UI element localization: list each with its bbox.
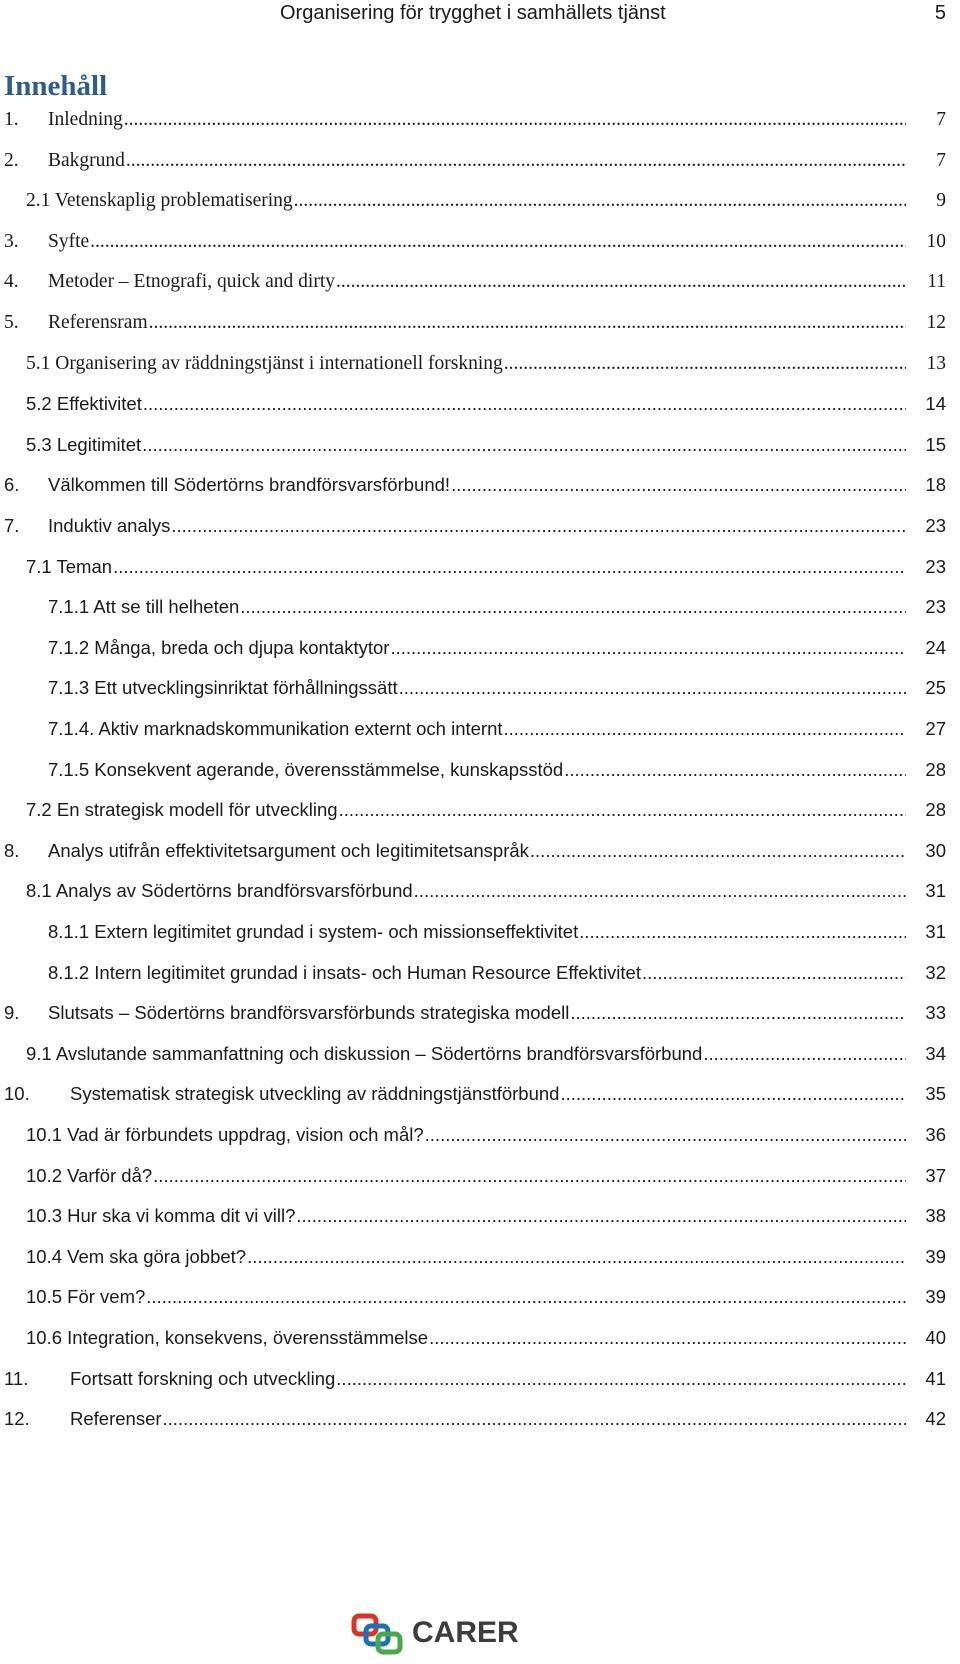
toc-entry[interactable] xyxy=(0,308,960,338)
toc-entry-page: 23 xyxy=(925,555,946,577)
toc-entry-title: 10.4 Vem ska göra jobbet? xyxy=(26,1245,247,1267)
toc-entry[interactable] xyxy=(0,430,960,460)
toc-entry-number: 3. xyxy=(4,230,19,252)
toc-leader-dots xyxy=(296,1201,906,1231)
toc-entry-title: 7.1.2 Många, breda och djupa kontaktytor xyxy=(48,636,390,658)
toc-entry-page: 25 xyxy=(925,677,946,699)
toc-entry-page: 18 xyxy=(925,474,946,496)
toc-leader-dots xyxy=(171,511,906,541)
toc-leader-dots xyxy=(113,552,906,582)
toc-entry-number: 5. xyxy=(4,312,19,333)
toc-entry[interactable] xyxy=(0,146,960,176)
toc-entry-page: 7 xyxy=(936,109,946,130)
toc-leader-dots xyxy=(126,146,906,176)
toc-entry-number: 2. xyxy=(4,149,19,171)
toc-entry-title: Induktiv analys xyxy=(48,515,171,536)
toc-entry-title: Fortsatt forskning och utveckling xyxy=(70,1367,336,1389)
toc-entry-page: 31 xyxy=(925,880,946,902)
toc-entry-number: 8. xyxy=(4,839,20,861)
toc-entry-title: 5.2 Effektivitet xyxy=(26,393,142,415)
toc-entry-page: 34 xyxy=(925,1042,946,1064)
toc-entry-page: 37 xyxy=(925,1164,946,1186)
toc-entry-page: 28 xyxy=(925,799,946,821)
toc-entry[interactable] xyxy=(0,917,960,947)
toc-leader-dots xyxy=(146,1282,906,1312)
toc-entry-page: 31 xyxy=(925,921,946,942)
toc-leader-dots xyxy=(579,917,906,947)
toc-entry-title: Referenser xyxy=(70,1408,162,1430)
toc-entry[interactable] xyxy=(0,1282,960,1312)
toc-leader-dots xyxy=(124,105,906,135)
carer-logo-icon xyxy=(350,1610,410,1656)
toc-entry-page: 23 xyxy=(925,596,946,618)
toc-entry[interactable] xyxy=(0,186,960,216)
page-header xyxy=(0,0,960,30)
toc-entry-title: Inledning xyxy=(48,109,123,130)
toc-leader-dots xyxy=(504,714,907,744)
logo-wordmark: CARER xyxy=(412,1616,519,1649)
toc-entry-title: 7.1 Teman xyxy=(26,555,113,577)
toc-entry[interactable] xyxy=(0,876,960,906)
toc-entry-title: Syfte xyxy=(48,230,90,252)
toc-leader-dots xyxy=(339,795,906,825)
toc-entry-page: 15 xyxy=(925,433,946,455)
toc-entry-title: 10.5 För vem? xyxy=(26,1286,146,1308)
toc-entry-page: 28 xyxy=(925,758,946,780)
toc-entry-title: 9.1 Avslutande sammanfattning och diskussion – Södertörns brandförsvarsförbund xyxy=(26,1042,703,1064)
toc-leader-dots xyxy=(570,998,906,1028)
toc-entry-page: 39 xyxy=(925,1286,946,1308)
toc-entry-title: 7.1.1 Att se till helheten xyxy=(48,596,240,618)
toc-entry[interactable] xyxy=(0,105,960,135)
toc-entry[interactable] xyxy=(0,1404,960,1434)
toc-entry-title: 8.1.1 Extern legitimitet grundad i system- och missionseffektivitet xyxy=(48,921,579,942)
toc-entry-title: 10.1 Vad är förbundets uppdrag, vision och mål? xyxy=(26,1124,424,1145)
toc-entry-page: 13 xyxy=(926,352,946,374)
toc-entry-page: 36 xyxy=(925,1124,946,1145)
toc-entry-title: Analys utifrån effektivitetsargument och legitimitetsanspråk xyxy=(48,839,529,861)
toc-entry-number: 10. xyxy=(4,1083,30,1105)
toc-leader-dots xyxy=(240,592,906,622)
toc-leader-dots xyxy=(247,1242,906,1272)
toc-entry-page: 24 xyxy=(925,636,946,658)
toc-entry[interactable] xyxy=(0,552,960,582)
toc-entry[interactable] xyxy=(0,998,960,1028)
toc-entry[interactable] xyxy=(0,1161,960,1191)
toc-leader-dots xyxy=(294,186,906,216)
toc-leader-dots xyxy=(399,673,906,703)
toc-leader-dots xyxy=(451,470,906,500)
toc-entry[interactable] xyxy=(0,1120,960,1150)
toc-leader-dots xyxy=(90,227,906,257)
toc-entry-page: 10 xyxy=(926,230,946,252)
toc-entry-title: Metoder – Etnografi, quick and dirty xyxy=(48,271,336,293)
toc-entry[interactable] xyxy=(0,1201,960,1231)
toc-leader-dots xyxy=(642,958,906,988)
toc-entry-title: 5.3 Legitimitet xyxy=(26,433,142,455)
toc-entry-page: 12 xyxy=(926,312,946,333)
toc-entry-number: 1. xyxy=(4,109,19,130)
toc-leader-dots xyxy=(149,308,906,338)
toc-leader-dots xyxy=(429,1323,906,1353)
toc-entry[interactable] xyxy=(0,592,960,622)
toc-entry-title: 8.1.2 Intern legitimitet grundad i insats- och Human Resource Effektivitet xyxy=(48,961,641,983)
toc-entry-page: 11 xyxy=(927,271,946,293)
toc-entry[interactable] xyxy=(0,349,960,379)
toc-entry[interactable] xyxy=(0,1079,960,1109)
toc-entry[interactable] xyxy=(0,836,960,866)
toc-entry[interactable] xyxy=(0,267,960,297)
toc-entry-title: 10.3 Hur ska vi komma dit vi vill? xyxy=(26,1205,296,1227)
toc-entry[interactable] xyxy=(0,1364,960,1394)
toc-entry-page: 40 xyxy=(925,1327,946,1348)
toc-leader-dots xyxy=(560,1079,906,1109)
toc-entry[interactable] xyxy=(0,958,960,988)
page-number: 5 xyxy=(934,2,946,24)
toc-entry-page: 30 xyxy=(925,839,946,861)
toc-entry-page: 27 xyxy=(925,718,946,739)
toc-entry[interactable] xyxy=(0,511,960,541)
toc-leader-dots xyxy=(153,1161,906,1191)
toc-entry-title: 8.1 Analys av Södertörns brandförsvarsförbund xyxy=(26,880,413,902)
toc-entry[interactable] xyxy=(0,755,960,785)
toc-entry-number: 6. xyxy=(4,474,20,496)
toc-entry-page: 33 xyxy=(925,1002,946,1024)
toc-entry-number: 12. xyxy=(4,1408,30,1430)
toc-leader-dots xyxy=(564,755,906,785)
toc-entry-number: 11. xyxy=(4,1367,29,1389)
toc-entry-title: Slutsats – Södertörns brandförsvarsförbunds strategiska modell xyxy=(48,1002,570,1024)
toc-entry-number: 4. xyxy=(4,271,19,293)
toc-entry-number: 9. xyxy=(4,1002,20,1024)
toc-entry-page: 32 xyxy=(925,961,946,983)
toc-leader-dots xyxy=(530,836,906,866)
toc-entry[interactable] xyxy=(0,714,960,744)
running-title: Organisering för trygghet i samhällets tjänst xyxy=(280,2,666,24)
toc-leader-dots xyxy=(163,1404,906,1434)
toc-entry[interactable] xyxy=(0,633,960,663)
toc-entry-page: 41 xyxy=(925,1367,946,1389)
toc-leader-dots xyxy=(390,633,906,663)
toc-leader-dots xyxy=(336,1364,906,1394)
toc-entry-title: 7.1.5 Konsekvent agerande, överensstämmelse, kunskapsstöd xyxy=(48,758,564,780)
toc-entry-page: 38 xyxy=(925,1205,946,1227)
toc-entry[interactable] xyxy=(0,795,960,825)
toc-entry-title: 7.2 En strategisk modell för utveckling xyxy=(26,799,338,821)
toc-entry-title: 5.1 Organisering av räddningstjänst i internationell forskning xyxy=(26,352,503,374)
toc-entry-title: Systematisk strategisk utveckling av räddningstjänstförbund xyxy=(70,1083,560,1105)
toc-leader-dots xyxy=(142,430,906,460)
toc-entry-page: 23 xyxy=(925,515,946,536)
toc-entry-page: 14 xyxy=(925,393,946,415)
toc-entry[interactable] xyxy=(0,389,960,419)
toc-heading: Innehåll xyxy=(4,70,108,102)
toc-entry-title: 7.1.3 Ett utvecklingsinriktat förhållningssätt xyxy=(48,677,398,699)
toc-leader-dots xyxy=(425,1120,906,1150)
toc-entry-title: 7.1.4. Aktiv marknadskommunikation externt och internt xyxy=(48,718,503,739)
toc-entry-page: 42 xyxy=(925,1408,946,1430)
toc-leader-dots xyxy=(703,1039,906,1069)
toc-leader-dots xyxy=(414,876,906,906)
toc-leader-dots xyxy=(336,267,906,297)
toc-entry-title: Bakgrund xyxy=(48,149,125,171)
toc-entry-title: 10.6 Integration, konsekvens, överensstämmelse xyxy=(26,1327,429,1348)
toc-entry-page: 39 xyxy=(925,1245,946,1267)
toc-leader-dots xyxy=(504,349,906,379)
toc-entry[interactable] xyxy=(0,673,960,703)
toc-entry-page: 7 xyxy=(936,149,946,171)
toc-leader-dots xyxy=(143,389,906,419)
toc-entry-title: 10.2 Varför då? xyxy=(26,1164,153,1186)
toc-entry-number: 7. xyxy=(4,515,20,536)
toc-entry-page: 35 xyxy=(925,1083,946,1105)
toc-entry-title: Referensram xyxy=(48,312,148,333)
toc-entry[interactable] xyxy=(0,1323,960,1353)
carer-logo xyxy=(350,1610,540,1658)
toc-entry[interactable] xyxy=(0,1242,960,1272)
toc-entry-title: 2.1 Vetenskaplig problematisering xyxy=(26,190,293,212)
toc-entry-page: 9 xyxy=(936,190,946,212)
toc-entry[interactable] xyxy=(0,227,960,257)
toc-entry[interactable] xyxy=(0,470,960,500)
toc-entry[interactable] xyxy=(0,1039,960,1069)
toc-entry-title: Välkommen till Södertörns brandförsvarsförbund! xyxy=(48,474,451,496)
